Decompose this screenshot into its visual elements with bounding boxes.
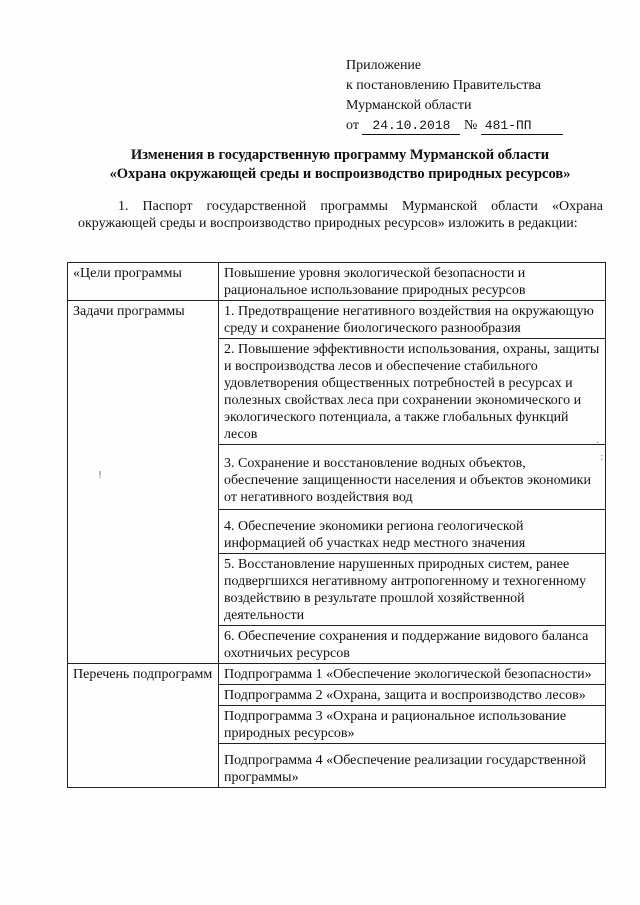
- goals-text: Повышение уровня экологической безопасности и рациональное использование природных ресурсов: [219, 263, 606, 301]
- number-prefix: №: [463, 118, 478, 133]
- scan-speck: !: [98, 470, 103, 481]
- task-item: 3. Сохранение и восстановление водных объектов, обеспечение защищенности населения и объектов экономики от негативного воздействия вод: [219, 445, 606, 510]
- date-prefix: от: [346, 118, 359, 133]
- annex-header: [346, 56, 563, 136]
- subprogram-item: Подпрограмма 3 «Охрана и рациональное использование природных ресурсов»: [219, 706, 606, 744]
- annex-reference: к постановлению Правительства: [346, 78, 542, 93]
- task-item: 5. Восстановление нарушенных природных систем, ранее подвергшихся негативному антропогенному и техногенному воздействию в результате прошлой хозяйственной деятельности: [219, 554, 606, 626]
- annex-date-number: [346, 116, 563, 136]
- task-item: 4. Обеспечение экономики региона геологической информацией об участках недр местного значения: [219, 510, 606, 554]
- table-row-subprogram: [68, 664, 606, 685]
- task-item: 6. Обеспечение сохранения и поддержание видового баланса охотничьих ресурсов: [219, 626, 606, 664]
- task-item: 2. Повышение эффективности использования, охраны, защиты и воспроизводства лесов и обеспечение стабильного удовлетворения общественных потребностей в ресурсах и полезных свойствах леса при сохранении экономического и экологического потенциала, а также глобальных функций лесов: [219, 339, 606, 445]
- subprogram-item: Подпрограмма 1 «Обеспечение экологической безопасности»: [219, 664, 606, 685]
- tasks-label: Задачи программы: [68, 301, 219, 664]
- subprogram-item: Подпрограмма 4 «Обеспечение реализации государственной программы»: [219, 744, 606, 788]
- annex-region: Мурманской области: [346, 98, 472, 113]
- document-title: [70, 146, 610, 184]
- annex-title: Приложение: [346, 58, 422, 73]
- table-row-task: [68, 301, 606, 339]
- scan-speck: ·: [596, 438, 600, 449]
- resolution-number: 481-ПП: [481, 118, 563, 135]
- goals-label: «Цели программы: [68, 263, 219, 301]
- subprogram-item: Подпрограмма 2 «Охрана, защита и воспроизводство лесов»: [219, 685, 606, 706]
- scan-speck: :: [600, 452, 604, 463]
- program-passport-table: [67, 262, 606, 788]
- title-line-2: «Охрана окружающей среды и воспроизводство природных ресурсов»: [109, 166, 571, 182]
- resolution-date: 24.10.2018: [362, 118, 460, 135]
- subprograms-label: Перечень подпрограмм: [68, 664, 219, 788]
- intro-paragraph: 1. Паспорт государственной программы Мурманской области «Охрана окружающей среды и воспроизводство природных ресурсов» изложить в редакции:: [78, 199, 603, 231]
- task-item: 1. Предотвращение негативного воздействия на окружающую среду и сохранение биологического разнообразия: [219, 301, 606, 339]
- title-line-1: Изменения в государственную программу Мурманской области: [130, 147, 550, 163]
- table-row-goals: [68, 263, 606, 301]
